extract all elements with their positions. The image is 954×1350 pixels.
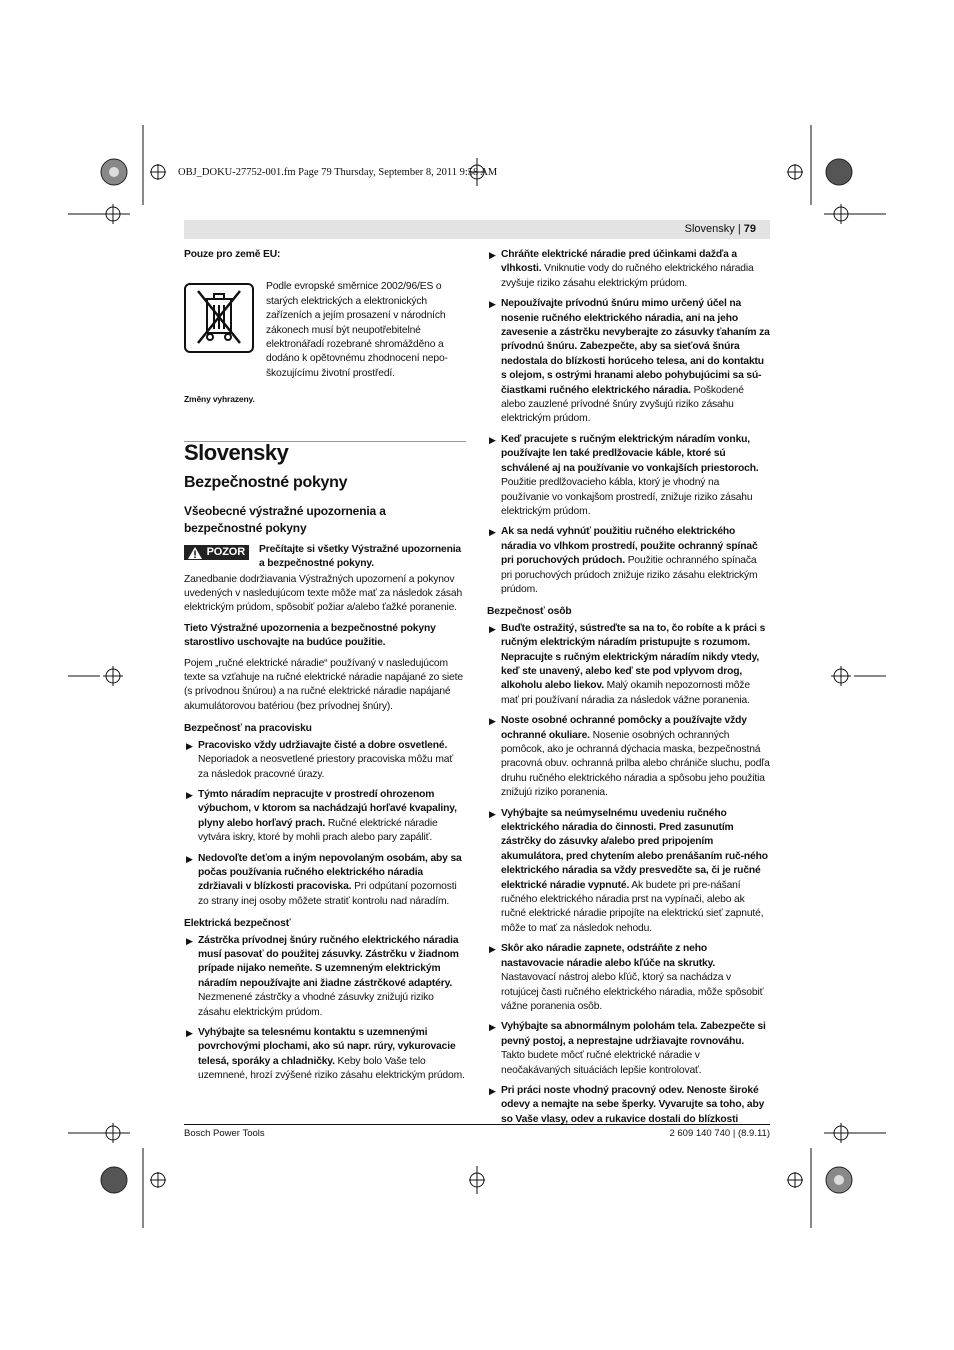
personal-safety-heading: Bezpečnosť osôb [487,606,572,618]
bullet-arrow-icon: ▶ [489,299,496,310]
item-bold: Pri práci noste vhodný pracovný odev. Nenoste široké odevy a nemajte na sebe šperky. Vyvarujte sa toho, aby so Vaše vlasy, odev a rukavice dostali do blízkosti [501,1084,765,1125]
paragraph-3: Pojem „ručné elektrické náradie“ používaný v nasledujúcom texte sa vzťahuje na ručné elektrické náradie napájané zo siete (s prívodnou šnúrou) a na ručné elektrické náradie napájané akumulátorovou batériou (bez prívodnej šnúry). [184,657,463,712]
page-number: 79 [743,223,756,235]
bullet-arrow-icon: ▶ [186,740,193,751]
item-text: Vniknutie vody do ručného elektrického náradia zvyšuje riziko zásahu elektrickým prúdom. [501,263,754,289]
header-section: Slovensky [684,223,735,235]
eu-disposal-block [184,264,466,386]
left-column [184,248,466,1090]
pozor-badge [184,545,249,560]
item-bold: Zástrčka prívodnej šnúry ručného elektrického náradia musí pasovať do použitej zásuvky. Zástrčku v žiadnom prípade nijako nemeňte. S uzemneným elektrickým náradím nepoužívajte ani žiadne zástrčkové adaptéry. [198,934,459,989]
paragraph-2: Tieto Výstražné upozornenia a bezpečnostné pokyny starostlivo uschovajte na budúce použitie. [184,622,436,649]
item-bold: Noste osobné ochranné pomôcky a používajte vždy ochranné okuliare. [501,715,747,741]
paragraph-1: Zanedbanie dodržiavania Výstražných upozornení a pokynov uvedených v nasledujúcom texte môže mať za následok zásah elektrickým prúdom, spôsobiť požiar a/alebo ťažké poranenie. [184,573,463,614]
file-info: OBJ_DOKU-27752-001.fm Page 79 Thursday, September 8, 2011 9:58 AM [178,167,498,178]
item-bold: Nepoužívajte prívodnú šnúru mimo určený účel na nosenie ručného elektrického náradia, ani na jeho zavesenie a zástrčku nevyberajte zo zásuvky ťahaním za prívodnú šnúru. Zabezpečte, aby sa sieťová šnúra nedostala do blízkosti horúceho telesa, ani do kontaktu s olejom, s ostrými hranami alebo pohybujúcimi sa sú-čiastkami ručného elektrického náradia. [501,298,770,396]
bullet-arrow-icon: ▶ [489,944,496,955]
bullet-arrow-icon: ▶ [489,623,496,634]
item-bold: Pracovisko vždy udržiavajte čisté a dobre osvetlené. [198,739,448,751]
workplace-heading: Bezpečnosť na pracovisku [184,723,312,735]
list-item [487,1084,770,1127]
item-bold: Vyhýbajte sa neúmyselnému uvedeniu ručného elektrického náradia do činnosti. Pred zasunutím zástrčky do zásuvky a/alebo pred pripojením akumulátora, pred chytením alebo prenášaním ruč-ného elektrického náradia sa vždy presvedčte sa, či je ručné elektrické náradie vypnuté. [501,807,768,891]
list-item [487,248,770,291]
section-title: Slovensky [184,439,289,465]
header-separator: | [737,223,741,235]
list-item [184,739,466,782]
list-item [184,852,466,910]
item-bold: Skôr ako náradie zapnete, odstráňte z neho nastavovacie náradie alebo kľúče na skrutky. [501,943,716,969]
item-text: Poškodené alebo zauzlené prívodné šnúry zvyšujú riziko zásahu elektrickým prúdom. [501,384,744,425]
item-bold: Chráňte elektrické náradie pred účinkami dažďa a vlhkosti. [501,249,737,275]
list-item [487,525,770,597]
list-item [487,622,770,708]
item-text: Neporiadok a neosvetlené priestory pracoviska môžu mať za následok pracovné úrazy. [198,754,454,780]
item-bold: Nedovoľte deťom a iným nepovolaným osobám, aby sa počas používania ručného elektrického náradia zdržiavali v blízkosti pracoviska. [198,852,462,893]
pozor-label: POZOR [206,545,245,558]
bullet-arrow-icon: ▶ [489,716,496,727]
section-subtitle: Bezpečnostné pokyny [184,474,348,492]
page-footer [184,1124,770,1139]
eu-heading: Pouze pro země EU: [184,249,281,260]
list-item [487,297,770,427]
footer-doc-number: 2 609 140 740 | (8.9.11) [669,1128,770,1139]
item-text: Takto budete môcť ručné elektrické náradie v neočakávaných situáciách lepšie kontrolovať. [501,1050,702,1076]
list-item [184,934,466,1020]
item-text: Použitie ochranného spínača pri poruchových prúdoch znižuje riziko zásahu elektrickým prúdom. [501,555,758,595]
item-bold: Buďte ostražitý, sústreďte sa na to, čo robíte a k práci s ručným elektrickým náradím pristupujte s rozumom. Nepracujte s ručným elektrickým náradím nikdy vtedy, keď ste unavený, alebo keď ste pod vplyvom drog, alkoholu alebo liekov. [501,622,766,692]
bullet-arrow-icon: ▶ [489,808,496,819]
header-text [685,223,756,235]
bullet-arrow-icon: ▶ [186,789,193,800]
item-bold: Vyhýbajte sa telesnému kontaktu s uzemnenými povrchovými plochami, ako sú napr. rúry, vykurovacie telesá, sporáky a chladničky. [198,1027,456,1067]
list-item [184,788,466,846]
bullet-arrow-icon: ▶ [186,935,193,946]
item-text: Pri odpútaní pozornosti zo strany inej osoby môžete stratiť kontrolu nad náradím. [198,881,457,907]
list-item [487,433,770,519]
bullet-arrow-icon: ▶ [186,1028,193,1038]
item-text: Použitie predlžovacieho kábla, ktorý je vhodný na používanie vo vonkajšom prostredí, znižuje riziko zásahu elektrickým prúdom. [501,477,753,517]
right-column [487,248,770,1133]
pozor-text: Prečítajte si všetky Výstražné upozornenia a bezpečnostné pokyny. [259,543,462,570]
bullet-arrow-icon: ▶ [489,1022,496,1033]
item-bold: Ak sa nedá vyhnúť použitiu ručného elektrického náradia vo vlhkom prostredí, použite ochranný spínač pri poruchových prúdoch. [501,526,758,567]
list-item [487,714,770,800]
crossed-bin-icon [184,283,254,353]
general-warnings-heading: Všeobecné výstražné upozornenia a bezpečnostné pokyny [184,503,386,535]
item-text: Keby bolo Vaše telo uzemnené, hrozí zvýšené riziko zásahu elektrickým prúdom. [198,1055,465,1082]
item-bold: Vyhýbajte sa abnormálnym polohám tela. Zabezpečte si pevný postoj, a neprestajne udržiavajte rovnováhu. [501,1021,766,1047]
electrical-heading: Elektrická bezpečnosť [184,918,291,930]
item-text: Ak budete pri pre-nášaní ručného elektrického náradia prst na vypínači, alebo ak ručné elektrické náradie pripojíte na elektrickú sieť zapnuté, môže to mať za následok nehodu. [501,879,764,934]
bullet-arrow-icon: ▶ [489,527,496,538]
pozor-warning [184,543,466,573]
list-item [487,807,770,937]
bullet-arrow-icon: ▶ [186,853,193,864]
list-item [487,1020,770,1078]
footer-brand: Bosch Power Tools [184,1128,265,1139]
item-bold: Keď pracujete s ručným elektrickým náradím vonku, používajte len také predlžovacie káble, ktoré sú schválené aj na používanie vo vonkajších priestoroch. [501,433,759,474]
bullet-arrow-icon: ▶ [489,250,496,260]
bullet-arrow-icon: ▶ [489,434,496,445]
list-item [487,942,770,1014]
page-header [184,220,770,239]
item-text: Malý okamih nepozornosti môže mať pri používaní náradia za následok vážne poranenia. [501,680,750,706]
item-text: Nastavovací nástroj alebo kľúč, ktorý sa nachádza v rotujúcej časti ručného elektrického náradia, môže spôsobiť vážne poranenia osôb. [501,972,764,1012]
list-item [184,1026,466,1084]
bullet-arrow-icon: ▶ [489,1085,496,1096]
eu-disposal-text: Podle evropské směrnice 2002/96/ES o starých elektrických a elektronických zařízeních a jejím prosazení v národních zákonech musí být neupotřebitelné elektronářadí rozebrané shromážděno a dodáno k opětovnému zhodnocení nepo-škozujícímu životní prostředí. [266,281,448,379]
changes-note: Změny vyhrazeny. [184,394,255,405]
item-bold: Týmto náradím nepracujte v prostredí ohrozenom výbuchom, v ktorom sa nachádzajú horľavé kvapaliny, plyny alebo horľavý prach. [198,788,457,829]
item-text: Nezmenené zástrčky a vhodné zásuvky znižujú riziko zásahu elektrickým prúdom. [198,992,434,1018]
warning-triangle-icon [188,547,202,559]
item-text: Ručné elektrické náradie vytvára iskry, ktoré by mohli prach alebo pary zapáliť. [198,817,438,844]
item-text: Nosenie osobných ochranných pomôcok, ako je ochranná dýchacia maska, bezpečnostná pracovná obuv. ochranná prilba alebo chrániče sluchu, podľa druhu ručného elektrického náradia a spôsobu jeho použitia znižujú riziko poranenia. [501,729,770,799]
